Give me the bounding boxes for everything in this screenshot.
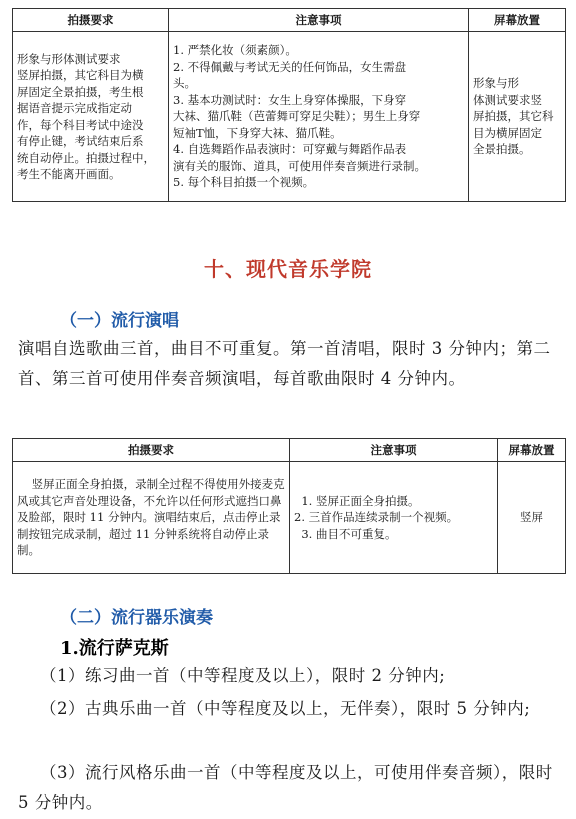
header-notes: 注意事项	[290, 439, 498, 462]
cell-screen-placement: 形象与形 体测试要求竖 屏拍摄，其它科 目为横屏固定 全景拍摄。	[469, 32, 566, 202]
requirements-table-2	[12, 438, 566, 574]
cell-shooting-requirements: 竖屏正面全身拍摄，录制全过程不得使用外接麦克风或其它声音处理设备，不允许以任何形式遮挡口鼻及脸部，限时 11 分钟内。演唱结束后，点击停止录制按钮完成录制，超过 11 分钟系统将自动停止录制。	[13, 462, 290, 574]
table-header-row	[13, 9, 566, 32]
cell-notes: 1. 竖屏正面全身拍摄。 2. 三首作品连续录制一个视频。 3. 曲目不可重复。	[290, 462, 498, 574]
list-item: （3）流行风格乐曲一首（中等程度及以上，可使用伴奏音频），限时 5 分钟内。	[18, 763, 553, 812]
table-row	[13, 462, 566, 574]
item-title-saxophone: 1.流行萨克斯	[60, 638, 169, 659]
table-header-row	[13, 439, 566, 462]
list-item: （1）练习曲一首（中等程度及以上），限时 2 分钟内;	[40, 666, 446, 685]
header-shooting-requirements: 拍摄要求	[13, 439, 290, 462]
cell-screen-placement: 竖屏	[498, 462, 566, 574]
cell-shooting-requirements: 形象与形体测试要求 竖屏拍摄，其它科目为横 屏固定全景拍摄，考生根 据语音提示完成指定动 作，每个科目考试中途没 有停止键，考试结束后系 统自动停止。拍摄过程中， 考生不能离开画面。	[13, 32, 169, 202]
header-screen-placement: 屏幕放置	[469, 9, 566, 32]
cell-notes: 1. 严禁化妆（须素颜）。 2. 不得佩戴与考试无关的任何饰品，女生需盘 头。 3. 基本功测试时：女生上身穿体操服，下身穿 大袜、猫爪鞋（芭蕾舞可穿足尖鞋）；男生上身穿 短袖T恤，下身穿大袜、猫爪鞋。 4. 自选舞蹈作品表演时：可穿戴与舞蹈作品表 演有关的服饰、道具，可使用伴奏音频进行录制。 5. 每个科目拍摄一个视频。	[169, 32, 469, 202]
subsection-title-pop-instrumental: （二）流行器乐演奏	[60, 608, 213, 628]
section-title: 十、现代音乐学院	[204, 257, 372, 281]
subsection-title-pop-singing: （一）流行演唱	[60, 311, 179, 331]
requirements-table-1	[12, 8, 566, 202]
header-screen-placement: 屏幕放置	[498, 439, 566, 462]
table-row	[13, 32, 566, 202]
subsection-paragraph: 演唱自选歌曲三首，曲目不可重复。第一首清唱，限时 3 分钟内；第二首、第三首可使用伴奏音频演唱，每首歌曲限时 4 分钟内。	[18, 339, 551, 388]
header-shooting-requirements: 拍摄要求	[13, 9, 169, 32]
list-item: （2）古典乐曲一首（中等程度及以上，无伴奏），限时 5 分钟内;	[40, 699, 531, 718]
header-notes: 注意事项	[169, 9, 469, 32]
